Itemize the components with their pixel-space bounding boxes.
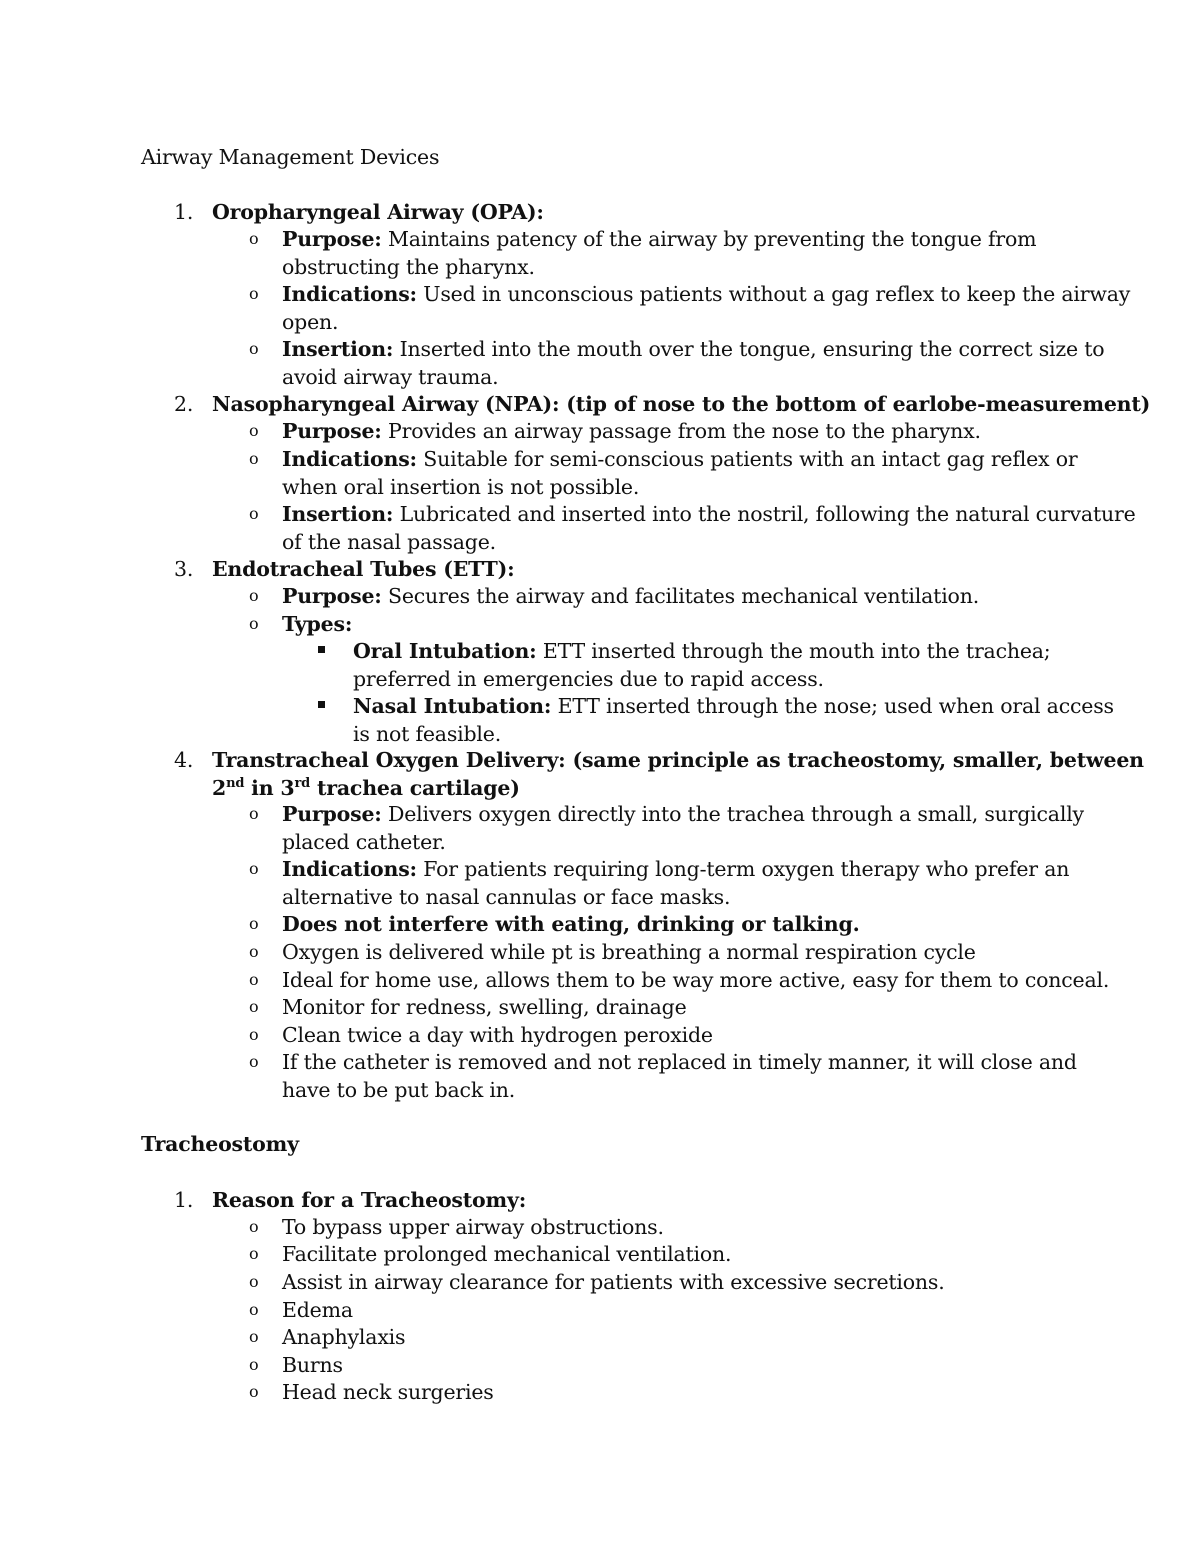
bullet-icon: o — [249, 1355, 259, 1374]
list-item: Oxygen is delivered while pt is breathing a normal respiration cycle — [282, 940, 976, 964]
list-number: 4. — [174, 748, 194, 772]
heading-reason-tracheostomy: Reason for a Tracheostomy: — [212, 1188, 527, 1212]
heading-ett: Endotracheal Tubes (ETT): — [212, 557, 515, 581]
bullet-icon: o — [249, 1052, 259, 1071]
list-item: Purpose: Delivers oxygen directly into the trachea through a small, surgically — [282, 802, 1084, 826]
list-item-cont: have to be put back in. — [282, 1078, 516, 1102]
heading-npa: Nasopharyngeal Airway (NPA): (tip of nose to the bottom of earlobe-measurement) — [212, 392, 1151, 416]
list-number: 3. — [174, 557, 194, 581]
bullet-icon: o — [249, 942, 259, 961]
list-item-cont: open. — [282, 310, 339, 334]
bullet-icon: o — [249, 1272, 259, 1291]
list-item-cont: when oral insertion is not possible. — [282, 475, 640, 499]
list-item-cont: is not feasible. — [353, 722, 502, 746]
list-item: Edema — [282, 1298, 353, 1322]
bullet-icon: o — [249, 504, 259, 523]
list-number: 1. — [174, 1188, 194, 1212]
list-item: If the catheter is removed and not replaced in timely manner, it will close and — [282, 1050, 1077, 1074]
square-bullet-icon — [318, 701, 325, 708]
list-number: 1. — [174, 200, 194, 224]
list-item: Nasal Intubation: ETT inserted through the nose; used when oral access — [353, 694, 1114, 718]
bullet-icon: o — [249, 586, 259, 605]
list-item: Does not interfere with eating, drinking or talking. — [282, 912, 860, 936]
list-item: Oral Intubation: ETT inserted through the mouth into the trachea; — [353, 639, 1051, 663]
bullet-icon: o — [249, 804, 259, 823]
list-item: Ideal for home use, allows them to be way more active, easy for them to conceal. — [282, 968, 1110, 992]
list-item: Clean twice a day with hydrogen peroxide — [282, 1023, 713, 1047]
list-item: Purpose: Provides an airway passage from the nose to the pharynx. — [282, 419, 981, 443]
bullet-icon: o — [249, 339, 259, 358]
list-item: Indications: Suitable for semi-conscious patients with an intact gag reflex or — [282, 447, 1078, 471]
bullet-icon: o — [249, 1244, 259, 1263]
list-item-cont: obstructing the pharynx. — [282, 255, 535, 279]
list-item: Assist in airway clearance for patients with excessive secretions. — [282, 1270, 945, 1294]
bullet-icon: o — [249, 1300, 259, 1319]
heading-transtracheal-cont: 2nd in 3rd trachea cartilage) — [212, 776, 520, 800]
square-bullet-icon — [318, 646, 325, 653]
list-item: Facilitate prolonged mechanical ventilation. — [282, 1242, 732, 1266]
bullet-icon: o — [249, 914, 259, 933]
section-title-tracheostomy: Tracheostomy — [141, 1132, 299, 1156]
bullet-icon: o — [249, 1382, 259, 1401]
list-item-cont: of the nasal passage. — [282, 530, 496, 554]
heading-opa: Oropharyngeal Airway (OPA): — [212, 200, 544, 224]
bullet-icon: o — [249, 449, 259, 468]
list-item: Types: — [282, 612, 353, 636]
list-item: Indications: For patients requiring long-term oxygen therapy who prefer an — [282, 857, 1070, 881]
list-item: Insertion: Inserted into the mouth over the tongue, ensuring the correct size to — [282, 337, 1105, 361]
list-item: Indications: Used in unconscious patients without a gag reflex to keep the airway — [282, 282, 1131, 306]
bullet-icon: o — [249, 1327, 259, 1346]
list-item: Head neck surgeries — [282, 1380, 494, 1404]
bullet-icon: o — [249, 421, 259, 440]
bullet-icon: o — [249, 997, 259, 1016]
list-item: Burns — [282, 1353, 343, 1377]
list-item-cont: avoid airway trauma. — [282, 365, 499, 389]
list-item: Purpose: Secures the airway and facilitates mechanical ventilation. — [282, 584, 980, 608]
list-item: Insertion: Lubricated and inserted into the nostril, following the natural curvature — [282, 502, 1136, 526]
section-title-airway-management: Airway Management Devices — [141, 145, 440, 169]
list-item-cont: preferred in emergencies due to rapid access. — [353, 667, 824, 691]
bullet-icon: o — [249, 859, 259, 878]
bullet-icon: o — [249, 1025, 259, 1044]
bullet-icon: o — [249, 284, 259, 303]
list-item: Anaphylaxis — [282, 1325, 406, 1349]
list-item: To bypass upper airway obstructions. — [282, 1215, 664, 1239]
bullet-icon: o — [249, 970, 259, 989]
list-item-cont: alternative to nasal cannulas or face masks. — [282, 885, 731, 909]
bullet-icon: o — [249, 614, 259, 633]
list-item: Purpose: Maintains patency of the airway by preventing the tongue from — [282, 227, 1037, 251]
list-item-cont: placed catheter. — [282, 830, 446, 854]
list-number: 2. — [174, 392, 194, 416]
bullet-icon: o — [249, 229, 259, 248]
bullet-icon: o — [249, 1217, 259, 1236]
list-item: Monitor for redness, swelling, drainage — [282, 995, 687, 1019]
heading-transtracheal: Transtracheal Oxygen Delivery: (same principle as tracheostomy, smaller, between — [212, 748, 1144, 772]
